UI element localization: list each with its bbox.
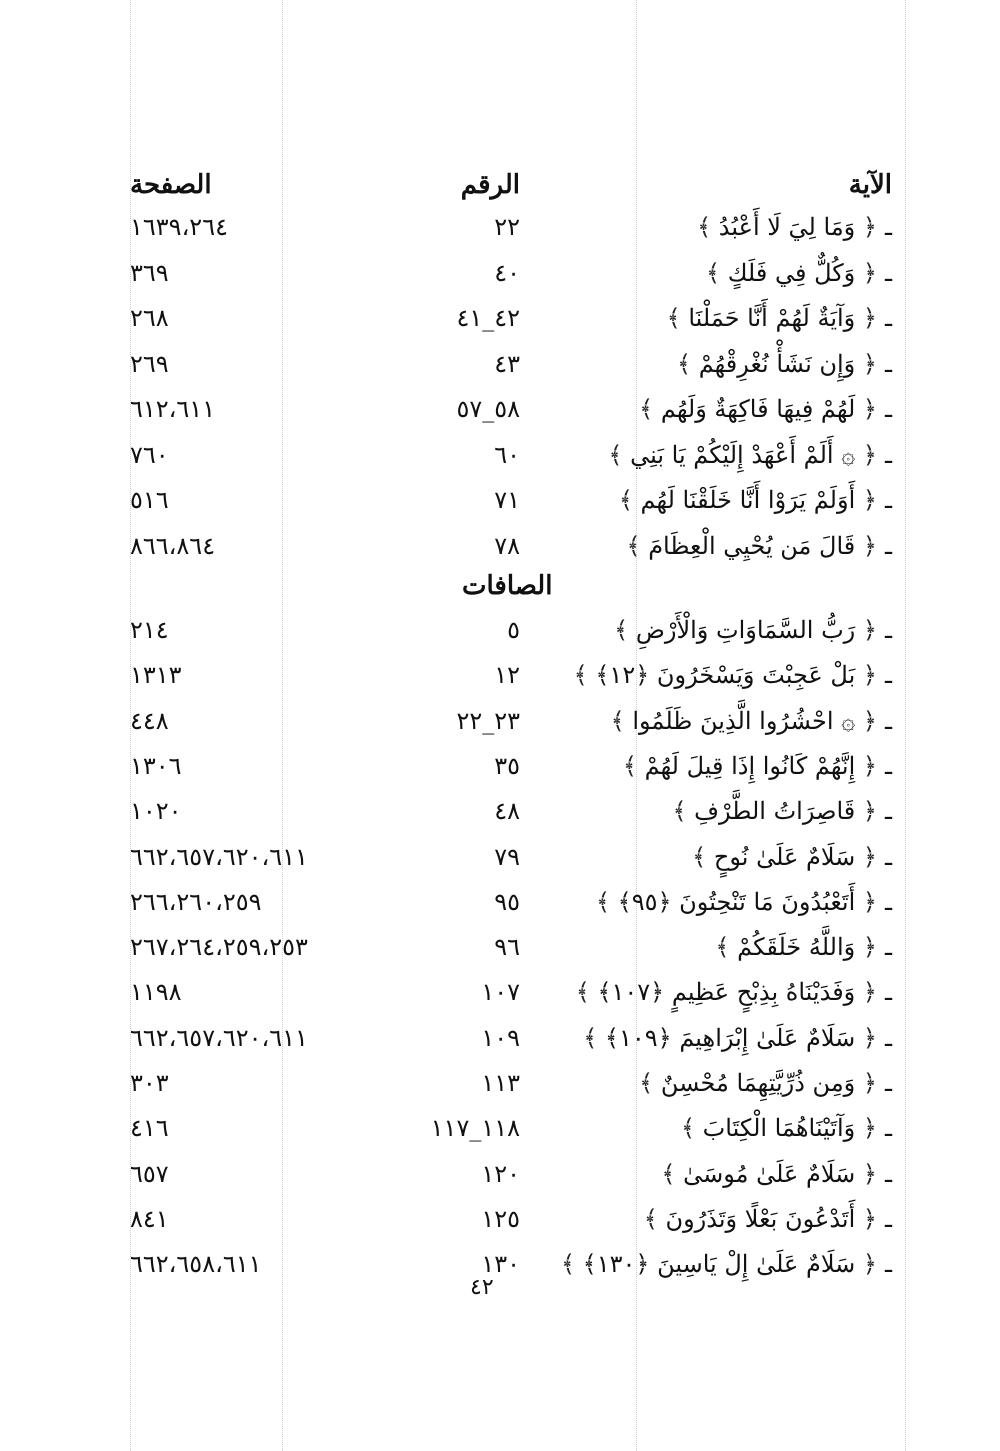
verse-number-cell: ٧٨	[494, 531, 520, 560]
open-bracket-ornament: ﴿	[862, 258, 877, 287]
verse-text: وَمَا لِيَ لَا أَعْبُدُ	[718, 213, 856, 241]
open-bracket-ornament: ﴿	[862, 440, 877, 469]
verse-text: سَلَامٌ عَلَىٰ مُوسَىٰ	[683, 1159, 856, 1188]
page-reference-cell: ٨٤١	[130, 1204, 169, 1233]
table-row	[0, 655, 1000, 695]
open-bracket-ornament: ﴿	[862, 978, 877, 1007]
page-column-header: الصفحة	[130, 170, 212, 200]
verse-number-cell: ٩٥	[494, 887, 520, 916]
page-number: ٤٢	[470, 1275, 494, 1300]
verse-text: وَفَدَيْنَاهُ بِذِبْحٍ عَظِيمٍ ﴿١٠٧﴾	[597, 978, 856, 1007]
verse-number-cell: ٣٥	[494, 751, 520, 780]
verse-number-cell: ٤٢_٤١	[456, 304, 520, 332]
page-reference-cell: ٦٦٢،٦٥٧،٦٢٠،٦١١	[130, 1023, 308, 1052]
table-row	[0, 1108, 1000, 1148]
verse-cell	[611, 701, 892, 741]
verse-number-cell: ٦٠	[494, 440, 520, 469]
entry-dash: ـ	[884, 1204, 892, 1233]
open-bracket-ornament: ﴿	[862, 616, 877, 644]
entry-dash: ـ	[884, 1114, 892, 1143]
verse-text: أَتَدْعُونَ بَعْلًا وَتَذَرُونَ	[665, 1204, 856, 1233]
open-bracket-ornament: ﴿	[862, 1023, 877, 1052]
verse-number-cell: ٥	[507, 616, 520, 644]
page-reference-cell: ٦٥٧	[130, 1159, 169, 1188]
verse-cell	[677, 344, 892, 384]
close-bracket-ornament: ﴾	[560, 1250, 576, 1279]
verse-cell	[619, 480, 892, 520]
entry-dash: ـ	[884, 531, 892, 560]
close-bracket-ornament: ﴾	[661, 1159, 676, 1188]
verse-cell	[623, 746, 892, 786]
entry-dash: ـ	[884, 1159, 892, 1188]
verse-cell	[667, 298, 892, 338]
verse-cell	[681, 1108, 892, 1148]
verse-number-cell: ٤٣	[494, 349, 520, 378]
entry-dash: ـ	[884, 395, 892, 423]
table-row	[0, 298, 1000, 338]
verse-text: لَهُمْ فِيهَا فَاكِهَةٌ وَلَهُم	[660, 395, 856, 423]
table-row	[0, 1154, 1000, 1194]
verse-number-cell: ٧١	[494, 486, 520, 514]
page-reference-cell: ٦٦٢،٦٥٨،٦١١	[130, 1250, 262, 1279]
verse-cell	[574, 655, 892, 695]
close-bracket-ornament: ﴾	[680, 1114, 696, 1143]
table-row	[0, 435, 1000, 475]
table-row	[0, 1063, 1000, 1103]
verse-text: وَإِن نَشَأْ نُغْرِقْهُمْ	[698, 349, 856, 378]
verse-number-cell: ٥٨_٥٧	[456, 395, 520, 423]
open-bracket-ornament: ﴿	[862, 1159, 877, 1188]
verse-cell	[596, 882, 892, 922]
page-reference-cell: ٢١٤	[130, 616, 169, 644]
entry-dash: ـ	[884, 304, 892, 332]
table-header	[0, 165, 1000, 205]
entry-dash: ـ	[884, 1023, 892, 1052]
verse-cell	[715, 927, 892, 967]
open-bracket-ornament: ﴿	[862, 213, 877, 241]
close-bracket-ornament: ﴾	[705, 258, 721, 287]
verse-text: وَآتَيْنَاهُمَا الْكِتَابَ	[702, 1114, 856, 1143]
open-bracket-ornament: ﴿	[862, 395, 877, 423]
surah-name: الصافات	[462, 571, 553, 601]
entry-dash: ـ	[884, 440, 892, 469]
entry-dash: ـ	[884, 661, 892, 690]
verse-cell	[614, 610, 892, 650]
close-bracket-ornament: ﴾	[677, 349, 692, 378]
open-bracket-ornament: ﴿	[862, 1250, 877, 1279]
close-bracket-ornament: ﴾	[614, 616, 629, 644]
verse-text: ۞ احْشُرُوا الَّذِينَ ظَلَمُوا	[632, 706, 856, 735]
open-bracket-ornament: ﴿	[862, 1204, 877, 1233]
open-bracket-ornament: ﴿	[862, 751, 877, 780]
table-row	[0, 837, 1000, 877]
verse-text: إِنَّهُمْ كَانُوا إِذَا قِيلَ لَهُمْ	[644, 751, 856, 780]
close-bracket-ornament: ﴾	[610, 706, 625, 735]
verse-text: وَكُلٌّ فِي فَلَكٍ	[727, 258, 856, 287]
verse-text: أَوَلَمْ يَرَوْا أَنَّا خَلَقْنَا لَهُم	[640, 486, 856, 514]
verse-text: بَلْ عَجِبْتَ وَيَسْخَرُونَ ﴿١٢﴾	[595, 661, 856, 690]
page-reference-cell: ١٣١٣	[130, 661, 182, 690]
table-row	[0, 1199, 1000, 1239]
verse-text: رَبُّ السَّمَاوَاتِ وَالْأَرْضِ	[635, 616, 856, 644]
table-row	[0, 344, 1000, 384]
verse-number-cell: ١٠٧	[481, 978, 520, 1007]
entry-dash: ـ	[884, 349, 892, 378]
close-bracket-ornament: ﴾	[643, 1204, 658, 1233]
page-reference-cell: ٨٦٦،٨٦٤	[130, 531, 216, 560]
page-reference-cell: ٣٦٩	[130, 258, 169, 287]
verse-cell	[644, 1199, 892, 1239]
close-bracket-ornament: ﴾	[672, 797, 687, 826]
verse-number-cell: ١٠٩	[481, 1023, 520, 1052]
verse-number-cell: ٢٢	[494, 213, 520, 241]
close-bracket-ornament: ﴾	[595, 887, 610, 916]
close-bracket-ornament: ﴾	[622, 751, 637, 780]
verse-column-header: الآية	[848, 170, 892, 200]
table-row	[0, 389, 1000, 429]
verse-text: سَلَامٌ عَلَىٰ نُوحٍ	[713, 842, 856, 871]
verse-cell	[576, 972, 892, 1012]
entry-dash: ـ	[884, 933, 892, 962]
page-reference-cell: ٤٤٨	[130, 706, 169, 735]
table-row	[0, 1018, 1000, 1058]
close-bracket-ornament: ﴾	[583, 1023, 598, 1052]
verse-text: وَمِن ذُرِّيَّتِهِمَا مُحْسِنٌ	[660, 1069, 856, 1097]
entry-dash: ـ	[884, 706, 892, 735]
page-reference-cell: ٣٠٣	[130, 1069, 169, 1097]
page-reference-cell: ١١٩٨	[130, 978, 182, 1007]
close-bracket-ornament: ﴾	[715, 933, 730, 962]
entry-dash: ـ	[884, 616, 892, 644]
verse-text: قَاصِرَاتُ الطَّرْفِ	[694, 797, 856, 826]
close-bracket-ornament: ﴾	[692, 842, 707, 871]
verse-number-cell: ٩٦	[494, 933, 520, 962]
open-bracket-ornament: ﴿	[862, 1069, 877, 1097]
verse-number-cell: ٧٩	[494, 842, 520, 871]
table-row	[0, 927, 1000, 967]
table-row	[0, 480, 1000, 520]
verse-number-cell: ١١٨_١١٧	[430, 1114, 520, 1143]
verse-number-cell: ١٢	[494, 661, 520, 690]
close-bracket-ornament: ﴾	[666, 304, 681, 332]
verse-cell	[661, 1154, 892, 1194]
table-row	[0, 746, 1000, 786]
open-bracket-ornament: ﴿	[862, 486, 877, 514]
number-column-header: الرقم	[460, 170, 520, 200]
table-row	[0, 253, 1000, 293]
close-bracket-ornament: ﴾	[618, 486, 633, 514]
table-row	[0, 207, 1000, 247]
entry-dash: ـ	[884, 1250, 892, 1279]
close-bracket-ornament: ﴾	[608, 440, 623, 469]
verse-cell	[583, 1018, 892, 1058]
verse-number-cell: ٢٣_٢٢	[456, 706, 520, 735]
verse-text: أَتَعْبُدُونَ مَا تَنْحِتُونَ ﴿٩٥﴾	[617, 887, 856, 916]
verse-number-cell: ٤٨	[494, 797, 520, 826]
open-bracket-ornament: ﴿	[862, 304, 877, 332]
page-reference-cell: ١٠٢٠	[130, 797, 182, 826]
verse-text: سَلَامٌ عَلَىٰ إِبْرَاهِيمَ ﴿١٠٩﴾	[604, 1023, 856, 1052]
verse-cell	[697, 207, 892, 247]
close-bracket-ornament: ﴾	[639, 395, 654, 423]
verse-cell	[639, 1063, 892, 1103]
open-bracket-ornament: ﴿	[862, 706, 877, 735]
page-reference-cell: ٧٦٠	[130, 440, 169, 469]
close-bracket-ornament: ﴾	[573, 661, 588, 690]
entry-dash: ـ	[884, 1069, 892, 1097]
page-reference-cell: ٥١٦	[130, 486, 169, 514]
entry-dash: ـ	[884, 842, 892, 871]
close-bracket-ornament: ﴾	[697, 213, 712, 241]
verse-cell	[608, 435, 892, 475]
table-row	[0, 701, 1000, 741]
open-bracket-ornament: ﴿	[862, 349, 877, 378]
page-reference-cell: ٢٦٦،٢٦٠،٢٥٩	[130, 887, 262, 916]
table-row	[0, 972, 1000, 1012]
verse-cell	[672, 791, 892, 831]
close-bracket-ornament: ﴾	[575, 978, 590, 1007]
verse-cell	[639, 389, 892, 429]
table-row	[0, 791, 1000, 831]
verse-cell	[706, 253, 892, 293]
open-bracket-ornament: ﴿	[862, 933, 877, 962]
open-bracket-ornament: ﴿	[862, 531, 877, 560]
verse-number-cell: ٤٠	[494, 258, 520, 287]
page-reference-cell: ٢٦٩	[130, 349, 169, 378]
open-bracket-ornament: ﴿	[862, 797, 877, 826]
page-reference-cell: ٦١٢،٦١١	[130, 395, 216, 423]
page-reference-cell: ٢٦٨	[130, 304, 169, 332]
entry-dash: ـ	[884, 258, 892, 287]
open-bracket-ornament: ﴿	[862, 842, 877, 871]
page-reference-cell: ٦٦٢،٦٥٧،٦٢٠،٦١١	[130, 842, 308, 871]
verse-cell	[626, 526, 892, 566]
entry-dash: ـ	[884, 751, 892, 780]
table-row	[0, 882, 1000, 922]
page-reference-cell: ١٣٠٦	[130, 751, 182, 780]
table-row	[0, 610, 1000, 650]
verse-text: سَلَامٌ عَلَىٰ إِلْ يَاسِينَ ﴿١٣٠﴾	[582, 1250, 856, 1279]
entry-dash: ـ	[884, 978, 892, 1007]
open-bracket-ornament: ﴿	[862, 887, 877, 916]
close-bracket-ornament: ﴾	[639, 1069, 654, 1097]
verse-text: قَالَ مَن يُحْيِي الْعِظَامَ	[648, 531, 856, 560]
entry-dash: ـ	[884, 887, 892, 916]
verse-text: وَاللَّهُ خَلَقَكُمْ	[737, 933, 856, 962]
table-row	[0, 1244, 1000, 1284]
verse-number-cell: ١٢٥	[481, 1204, 520, 1233]
close-bracket-ornament: ﴾	[626, 531, 641, 560]
verse-text: ۞ أَلَمْ أَعْهَدْ إِلَيْكُمْ يَا بَنِي	[630, 440, 856, 469]
verse-cell	[561, 1244, 892, 1284]
entry-dash: ـ	[884, 213, 892, 241]
verse-number-cell: ١٢٠	[481, 1159, 520, 1188]
verse-text: وَآيَةٌ لَهُمْ أَنَّا حَمَلْنَا	[688, 304, 856, 332]
verse-number-cell: ١١٣	[481, 1069, 520, 1097]
table-row	[0, 526, 1000, 566]
verse-number-cell: ١٣٠	[481, 1250, 520, 1279]
verse-cell	[692, 837, 892, 877]
page-reference-cell: ١٦٣٩،٢٦٤	[130, 213, 228, 241]
open-bracket-ornament: ﴿	[862, 661, 877, 690]
open-bracket-ornament: ﴿	[862, 1114, 877, 1143]
entry-dash: ـ	[884, 486, 892, 514]
entry-dash: ـ	[884, 797, 892, 826]
page-reference-cell: ٢٦٧،٢٦٤،٢٥٩،٢٥٣	[130, 933, 308, 962]
page-reference-cell: ٤١٦	[130, 1114, 169, 1143]
